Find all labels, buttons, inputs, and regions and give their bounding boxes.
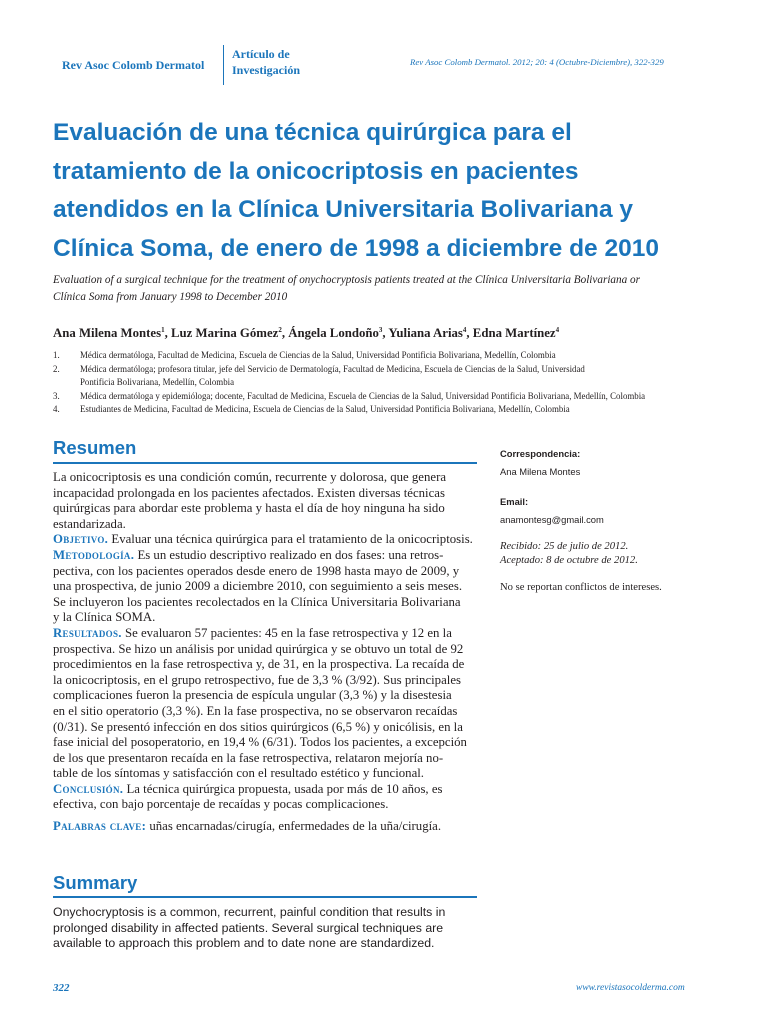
affiliation-number: 1. (53, 350, 60, 360)
resultados-label: Resultados. (53, 625, 122, 640)
affiliation-item (53, 390, 693, 404)
author-list: Ana Milena Montes$^1$, Luz Marina Gómez$^2$, Ángela Londoño$^3$, Yuliana Arias$^4$, Edna Martínez$^4$ (53, 326, 560, 340)
author-affiliation-mark: 1 (161, 326, 165, 334)
affiliation-item (53, 349, 693, 363)
conflicts-note: No se reportan conflictos de intereses. (500, 582, 662, 593)
metodologia-label: Metodología. (53, 547, 135, 562)
resumen-line: fase inicial del posoperatorio, en 19,4 % (6/31). Todos los pacientes, a excepción (53, 735, 467, 750)
author-name: Ana Milena Montes (53, 326, 162, 340)
english-title-line: Clínica Soma from January 1998 to December 2010 (53, 291, 288, 303)
author-affiliation-mark: 4 (462, 326, 467, 334)
correspondence-panel (500, 448, 720, 593)
conclusion-text: La técnica quirúrgica propuesta, usada por más de 10 años, es (126, 781, 443, 796)
resumen-line: la onicocriptosis, en el grupo retrospectivo, fue de 3,3 % (3/92). Sus principales (53, 672, 461, 687)
correspondence-label: Correspondencia: (500, 448, 581, 459)
conclusion-paragraph (53, 782, 477, 798)
resumen-line: efectiva, con bajo porcentaje de recaídas y pocas complicaciones. (53, 797, 389, 812)
resumen-line: quirúrgicas para abordar este problema y hasta el día de hoy ninguna ha sido (53, 501, 445, 516)
resumen-line: incapacidad prolongada en los pacientes afectados. Existen diversas técnicas (53, 485, 445, 500)
summary-line: available to approach this problem and to date none are standardized. (53, 936, 435, 950)
resumen-line: (0/31). Se presentó infección en dos sitios quirúrgicos (6,5 %) y onicólisis, en la (53, 719, 463, 734)
received-date: Recibido: 25 de julio de 2012. (500, 541, 629, 552)
english-title (53, 272, 713, 306)
author-affiliation-mark: 4 (555, 326, 560, 334)
resumen-line: y la Clínica SOMA. (53, 610, 156, 625)
email-label: Email: (500, 496, 529, 507)
author-name: Edna Martínez (472, 326, 556, 340)
resumen-heading: Resumen (53, 437, 137, 458)
keywords-text: uñas encarnadas/cirugía, enfermedades de la uña/cirugía. (149, 819, 442, 834)
author-affiliation-mark: 3 (378, 326, 383, 334)
journal-url[interactable]: www.revistasocolderma.com (576, 983, 685, 993)
affiliation-text: Médica dermatóloga y epidemióloga; docente, Facultad de Medicina, Escuela de Ciencias de la Salud, Universidad Pontificia Bolivariana, Medellín, Colombia (80, 390, 646, 401)
resumen-line: pectiva, con los pacientes operados desde enero de 1998 hasta mayo de 2009, y (53, 563, 460, 578)
author-affiliation-mark: 2 (278, 326, 282, 334)
objetivo-label: Objetivo. (53, 532, 109, 547)
correspondence-name: Ana Milena Montes (500, 466, 581, 477)
section-line-1: Artículo de (232, 47, 290, 61)
title-line: atendidos en la Clínica Universitaria Bolivariana y (53, 196, 634, 223)
accepted-date: Aceptado: 8 de octubre de 2012. (500, 555, 638, 566)
summary-line: Onychocryptosis is a common, recurrent, painful condition that results in (53, 905, 446, 919)
resumen-line: en el sitio operatorio (3,3 %). En la fase prospectiva, no se observaron recaídas (53, 703, 458, 718)
affiliation-text: Médica dermatóloga; profesora titular, jefe del Servicio de Dermatología, Facultad de Medicina, Escuela de Ciencias de la Salud, Universidad (80, 363, 585, 374)
header-divider (223, 45, 224, 85)
title-line: Evaluación de una técnica quirúrgica para el (53, 119, 572, 146)
conclusion-label: Conclusión. (53, 781, 124, 796)
resultados-text: Se evaluaron 57 pacientes: 45 en la fase retrospectiva y 12 en la (124, 625, 452, 640)
email-address[interactable]: anamontesg@gmail.com (500, 514, 604, 525)
summary-heading: Summary (53, 872, 138, 893)
author-name: Luz Marina Gómez (170, 326, 279, 340)
resumen-line: Se incluyeron los pacientes recolectados en la Clínica Universitaria Bolivariana (53, 594, 461, 609)
resumen-line: table de los síntomas y satisfacción con el resultado estético y funcional. (53, 766, 425, 781)
resumen-line: complicaciones fueron la presencia de espícula ungular (3,3 %) y la disestesia (53, 688, 452, 703)
resumen-line: una prospectiva, de junio 2009 a diciembre 2010, con seguimiento a seis meses. (53, 579, 463, 594)
resultados-paragraph (53, 626, 477, 642)
resumen-line: La onicocriptosis es una condición común, recurrente y dolorosa, que genera (53, 470, 447, 484)
affiliation-number: 2. (53, 363, 60, 374)
resumen-line: estandarizada. (53, 516, 126, 531)
metodologia-text: Es un estudio descriptivo realizado en dos fases: una retros- (137, 547, 444, 562)
affiliation-text: Estudiantes de Medicina, Facultad de Medicina, Escuela de Ciencias de la Salud, Universidad Pontificia Bolivariana, Medellín, Colombia (80, 404, 570, 414)
objetivo-text: Evaluar una técnica quirúrgica para el tratamiento de la onicocriptosis. (111, 532, 473, 547)
resumen-line: procedimientos en la fase retrospectiva y, de 31, en la prospectiva. La recaída de (53, 657, 465, 672)
objetivo-paragraph (53, 532, 477, 548)
journal-name: Rev Asoc Colomb Dermatol (62, 58, 205, 72)
page-number: 322 (53, 982, 70, 994)
summary-rule (53, 896, 477, 898)
affiliation-list (53, 349, 693, 417)
affiliation-number: 3. (53, 390, 60, 401)
section-line-2: Investigación (232, 63, 301, 77)
author-name: Ángela Londoño (288, 326, 379, 340)
resumen-line: prospectiva. Se hizo un análisis por unidad quirúrgica y se obtuvo un total de 92 (53, 641, 464, 656)
affiliation-item (53, 363, 693, 390)
author-name: Yuliana Arias (388, 326, 463, 340)
metodologia-paragraph (53, 548, 477, 564)
title-line: Clínica Soma, de enero de 1998 a diciembre de 2010 (53, 234, 659, 262)
affiliation-item (53, 403, 693, 417)
keywords-paragraph (53, 819, 477, 835)
summary-body (53, 905, 477, 952)
summary-line: prolonged disability in affected patients. Several surgical techniques are (53, 920, 444, 935)
affiliation-text: Pontificia Bolivariana, Medellín, Colombia (80, 377, 235, 387)
affiliation-number: 4. (53, 404, 60, 414)
affiliation-text: Médica dermatóloga, Facultad de Medicina, Escuela de Ciencias de la Salud, Universidad Pontificia Bolivariana, Medellín, Colombia (80, 350, 556, 360)
english-title-line: Evaluation of a surgical technique for the treatment of onychocryptosis patients treated at the Clínica Universitaria Bolivariana or (53, 274, 640, 286)
resumen-line: de los que presentaron recaída en la fase retrospectiva, relataron mejoría no- (53, 750, 444, 765)
keywords-label: Palabras clave: (53, 819, 147, 834)
resumen-rule (53, 462, 477, 464)
article-section (232, 46, 300, 78)
journal-citation: Rev Asoc Colomb Dermatol. 2012; 20: 4 (Octubre-Diciembre), 322-329 (410, 57, 664, 67)
title-line: tratamiento de la onicocriptosis en pacientes (53, 157, 579, 185)
article-title (53, 114, 753, 268)
resumen-body (53, 470, 477, 835)
